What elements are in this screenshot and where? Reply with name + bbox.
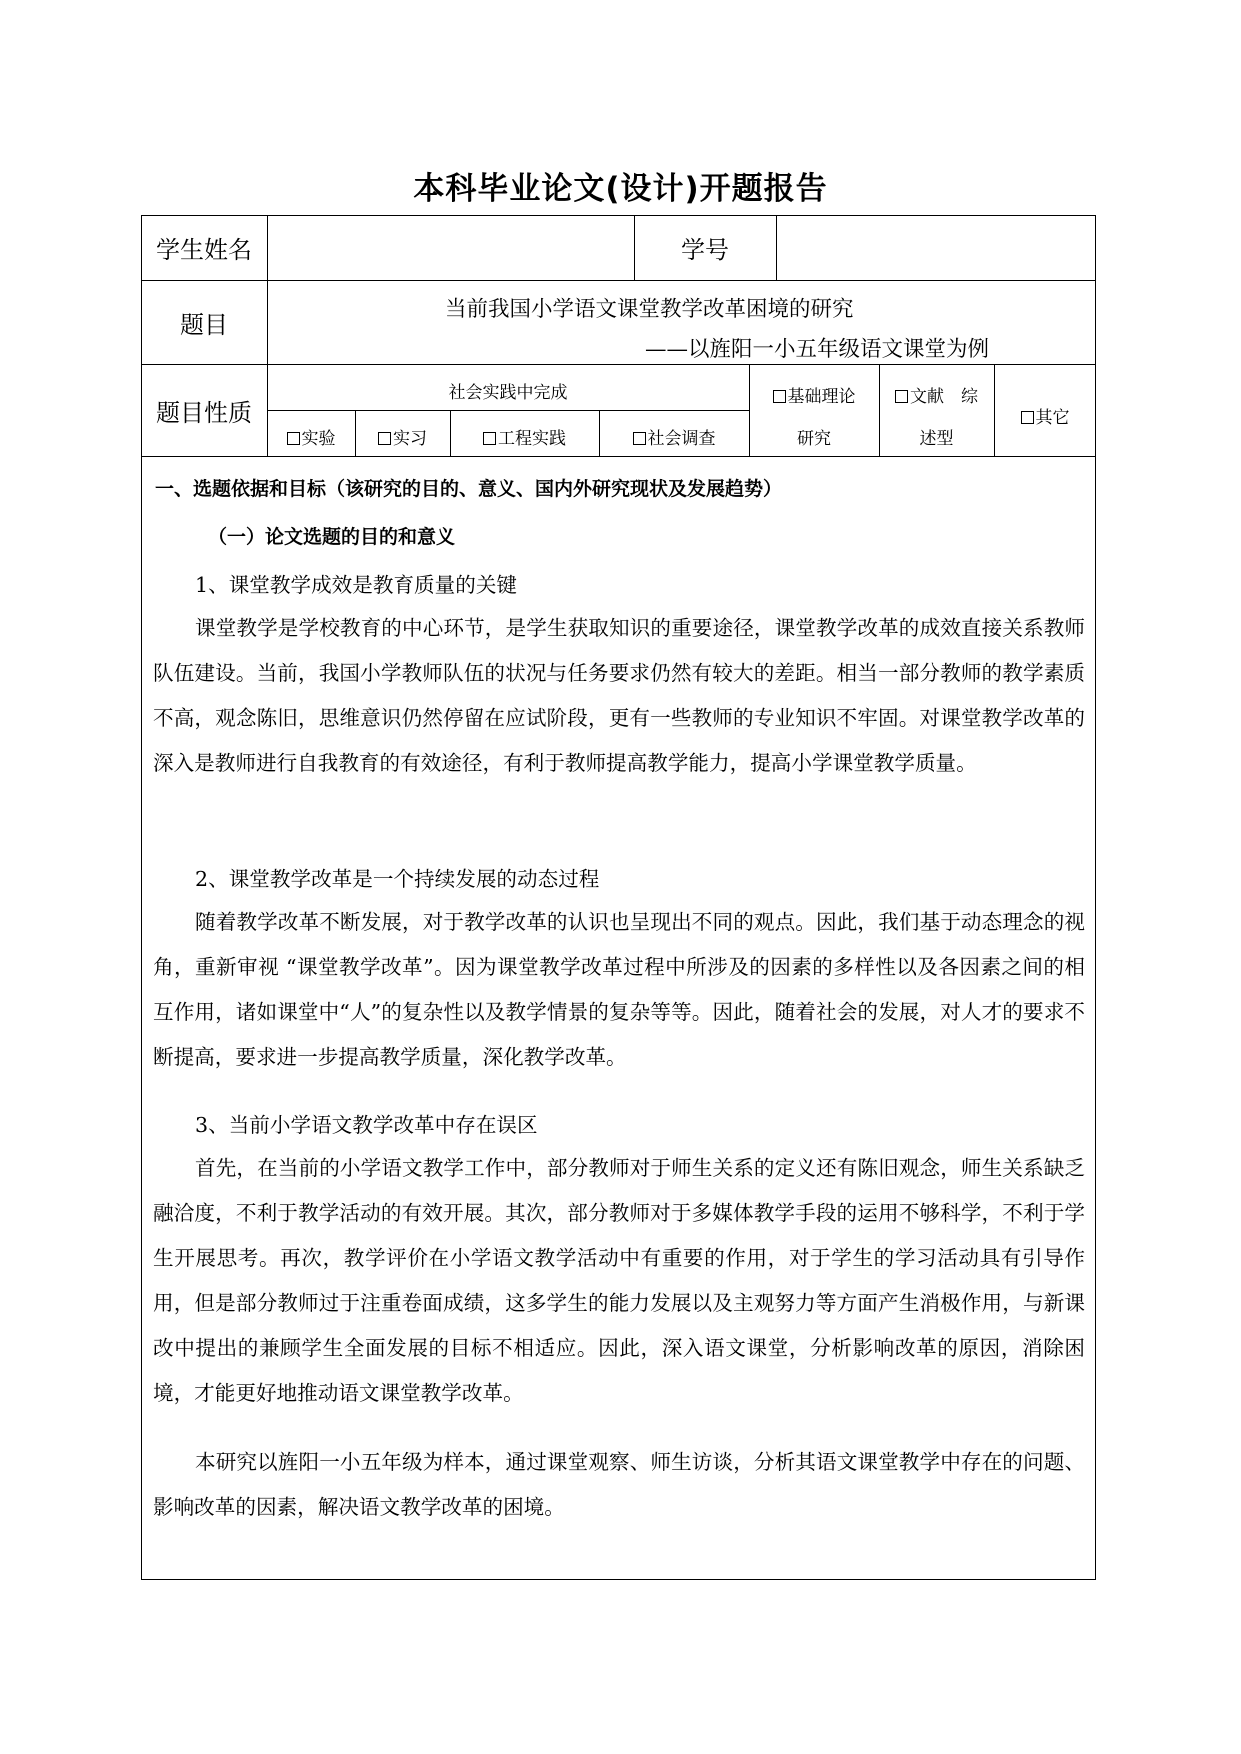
checkbox-icon[interactable] bbox=[1021, 411, 1034, 424]
topic-label: 题目 bbox=[180, 310, 228, 339]
option-survey[interactable] bbox=[599, 424, 749, 449]
closing-paragraph: 本研究以旌阳一小五年级为样本，通过课堂观察、师生访谈，分析其语文课堂教学中存在的问题、影响改革的因素，解决语文教学改革的困境。 bbox=[153, 1450, 1085, 1519]
option-basic-theory-label: 基础理论 bbox=[787, 387, 856, 407]
checkbox-icon[interactable] bbox=[773, 390, 786, 403]
option-experiment-label: 实验 bbox=[301, 429, 336, 449]
student-id-field[interactable] bbox=[776, 215, 1096, 280]
topic-nature-label: 题目性质 bbox=[156, 398, 252, 427]
option-literature-cont: 述型 bbox=[919, 429, 954, 449]
checkbox-icon[interactable] bbox=[378, 432, 391, 445]
item1-title: 1、课堂教学成效是教育质量的关键 bbox=[195, 573, 518, 597]
option-internship-label: 实习 bbox=[393, 429, 427, 449]
row-divider bbox=[141, 364, 1096, 365]
option-literature-label: 文献 综 bbox=[910, 387, 978, 407]
row-divider bbox=[267, 410, 749, 411]
option-experiment[interactable] bbox=[267, 424, 355, 449]
student-id-label: 学号 bbox=[681, 236, 729, 264]
option-basic-theory-cont: 研究 bbox=[797, 429, 831, 449]
row-divider bbox=[141, 456, 1096, 457]
option-survey-label: 社会调查 bbox=[647, 429, 716, 449]
topic-title-line2: ——以旌阳一小五年级语文课堂为例 bbox=[645, 337, 990, 362]
student-name-label: 学生姓名 bbox=[156, 236, 252, 264]
checkbox-icon[interactable] bbox=[483, 432, 496, 445]
section-heading: 一、选题依据和目标（该研究的目的、意义、国内外研究现状及发展趋势） bbox=[155, 478, 783, 500]
item3-title: 3、当前小学语文教学改革中存在误区 bbox=[195, 1113, 538, 1137]
option-internship[interactable] bbox=[355, 424, 450, 449]
item3-paragraph: 首先，在当前的小学语文教学工作中，部分教师对于师生关系的定义还有陈旧观念，师生关系缺乏融洽度，不利于教学活动的有效开展。其次，部分教师对于多媒体教学手段的运用不够科学，不利于学生开展思考。再次，教学评价在小学语文教学活动中有重要的作用，对于学生的学习活动具有引导作用，但是部分教师过于注重卷面成绩，这多学生的能力发展以及主观努力等方面产生消极作用，与新课改中提出的兼顾学生全面发展的目标不相适应。因此，深入语文课堂，分析影响改革的原因，消除困境，才能更好地推动语文课堂教学改革。 bbox=[153, 1156, 1085, 1405]
checkbox-icon[interactable] bbox=[633, 432, 646, 445]
page-title: 本科毕业论文(设计)开题报告 bbox=[413, 171, 828, 207]
item1-paragraph: 课堂教学是学校教育的中心环节，是学生获取知识的重要途径，课堂教学改革的成效直接关系教师队伍建设。当前，我国小学教师队伍的状况与任务要求仍然有较大的差距。相当一部分教师的教学素质不高，观念陈旧，思维意识仍然停留在应试阶段，更有一些教师的专业知识不牢固。对课堂教学改革的深入是教师进行自我教育的有效途径，有利于教师提高教学能力，提高小学课堂教学质量。 bbox=[153, 616, 1085, 775]
row-divider bbox=[141, 280, 1096, 281]
item2-title: 2、课堂教学改革是一个持续发展的动态过程 bbox=[195, 867, 600, 891]
option-other[interactable] bbox=[994, 403, 1096, 428]
social-practice-label: 社会实践中完成 bbox=[448, 383, 568, 403]
option-engineering[interactable] bbox=[450, 424, 599, 449]
option-engineering-label: 工程实践 bbox=[498, 429, 566, 449]
checkbox-icon[interactable] bbox=[287, 432, 300, 445]
option-basic-theory[interactable] bbox=[749, 382, 879, 407]
option-other-label: 其它 bbox=[1035, 408, 1070, 428]
checkbox-icon[interactable] bbox=[895, 390, 908, 403]
student-name-field[interactable] bbox=[267, 215, 634, 280]
option-literature[interactable] bbox=[879, 382, 994, 407]
topic-title-line1: 当前我国小学语文课堂教学改革困境的研究 bbox=[445, 297, 854, 322]
item2-paragraph: 随着教学改革不断发展，对于教学改革的认识也呈现出不同的观点。因此，我们基于动态理念的视角，重新审视 “课堂教学改革”。因为课堂教学改革过程中所涉及的因素的多样性以及各因素之间的相互作用，诸如课堂中“人”的复杂性以及教学情景的复杂等等。因此，随着社会的发展，对人才的要求不断提高，要求进一步提高教学质量，深化教学改革。 bbox=[153, 910, 1085, 1069]
subsection-heading: （一）论文选题的目的和意义 bbox=[208, 526, 456, 548]
